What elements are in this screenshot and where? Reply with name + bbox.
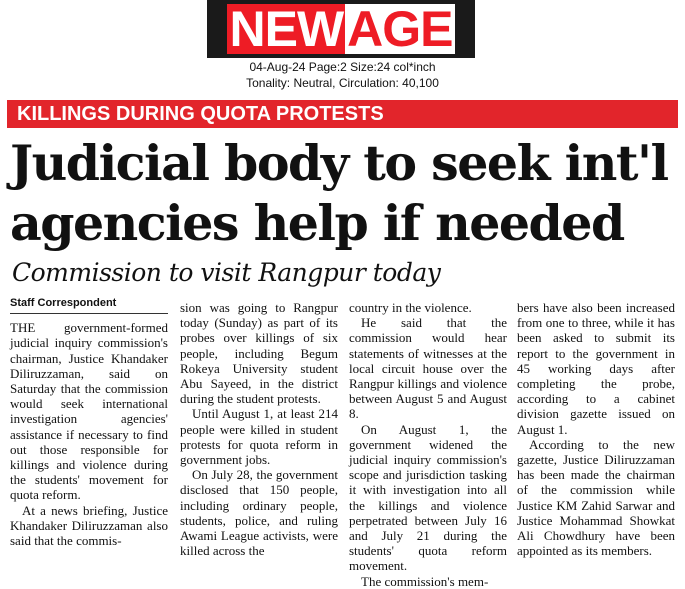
tonality-info: Tonality: Neutral, Circulation: 40,100	[246, 76, 439, 90]
paragraph: sion was going to Rangpur today (Sunday) as part of its probes over killings of six people, including Begum Rokeya University student Abu Sayeed, in the district during the student protests.	[180, 300, 338, 407]
paragraph: According to the new gazette, Justice Diliruzzaman has been made the chairman of the commission while Justice KM Zahid Sarwar and Justice Mohammad Showkat Ali Chowdhury have been appointed as its members.	[517, 436, 675, 559]
logo-new: NEW	[229, 1, 344, 57]
logo-wordmark	[221, 1, 460, 57]
paragraph: On July 28, the government disclosed that 150 people, including ordinary people, students, police, and ruling Awami League activists, were killed across the	[180, 467, 338, 559]
paragraph: On August 1, the government widened the judicial inquiry commission's scope and jurisdiction tasking it with investigation into all the killings and violence perpetrated between July 16 and July 21 during the students' quota reform movement.	[349, 421, 507, 574]
headline-line-1: Judicial body to seek int'l	[10, 134, 668, 192]
clip-info: 04-Aug-24 Page:2 Size:24 col*inch	[249, 60, 436, 74]
paragraph: Until August 1, at least 214 people were killed in student protests for quota reform in government jobs.	[180, 406, 338, 468]
newspaper-logo	[207, 0, 475, 58]
column-1	[10, 296, 168, 548]
column-4	[517, 300, 675, 558]
byline: Staff Correspondent	[10, 296, 168, 314]
article-body	[10, 296, 680, 589]
section-kicker: KILLINGS DURING QUOTA PROTESTS	[7, 100, 678, 128]
headline-line-2: agencies help if needed	[10, 194, 624, 252]
paragraph: THE government-formed judicial inquiry commission's chairman, Justice Khandaker Diliruzzaman, said on Saturday that the commission would seek international investigation agencies' assistance if necessary to find out those responsible for killings and violence during the students' movement for quota reform.	[10, 320, 168, 503]
paragraph: He said that the commission would hear statements of witnesses at the local circuit house over the Rangpur killings and violence between August 5 and August 8.	[349, 315, 507, 422]
paragraph: country in the violence.	[349, 300, 472, 315]
column-3	[349, 300, 507, 589]
logo-age: AGE	[347, 1, 453, 57]
paragraph: The commission's mem-	[361, 573, 489, 589]
headline	[10, 133, 680, 253]
column-2	[180, 300, 338, 558]
paragraph: At a news briefing, Justice Khandaker Diliruzzaman also said that the commis-	[10, 502, 168, 549]
subheadline: Commission to visit Rangpur today	[12, 258, 441, 287]
paragraph: bers have also been increased from one to three, while it has been asked to submit its report to the government in 45 working days after completing the probe, according to a cabinet division gazette issued on August 1.	[517, 300, 675, 437]
